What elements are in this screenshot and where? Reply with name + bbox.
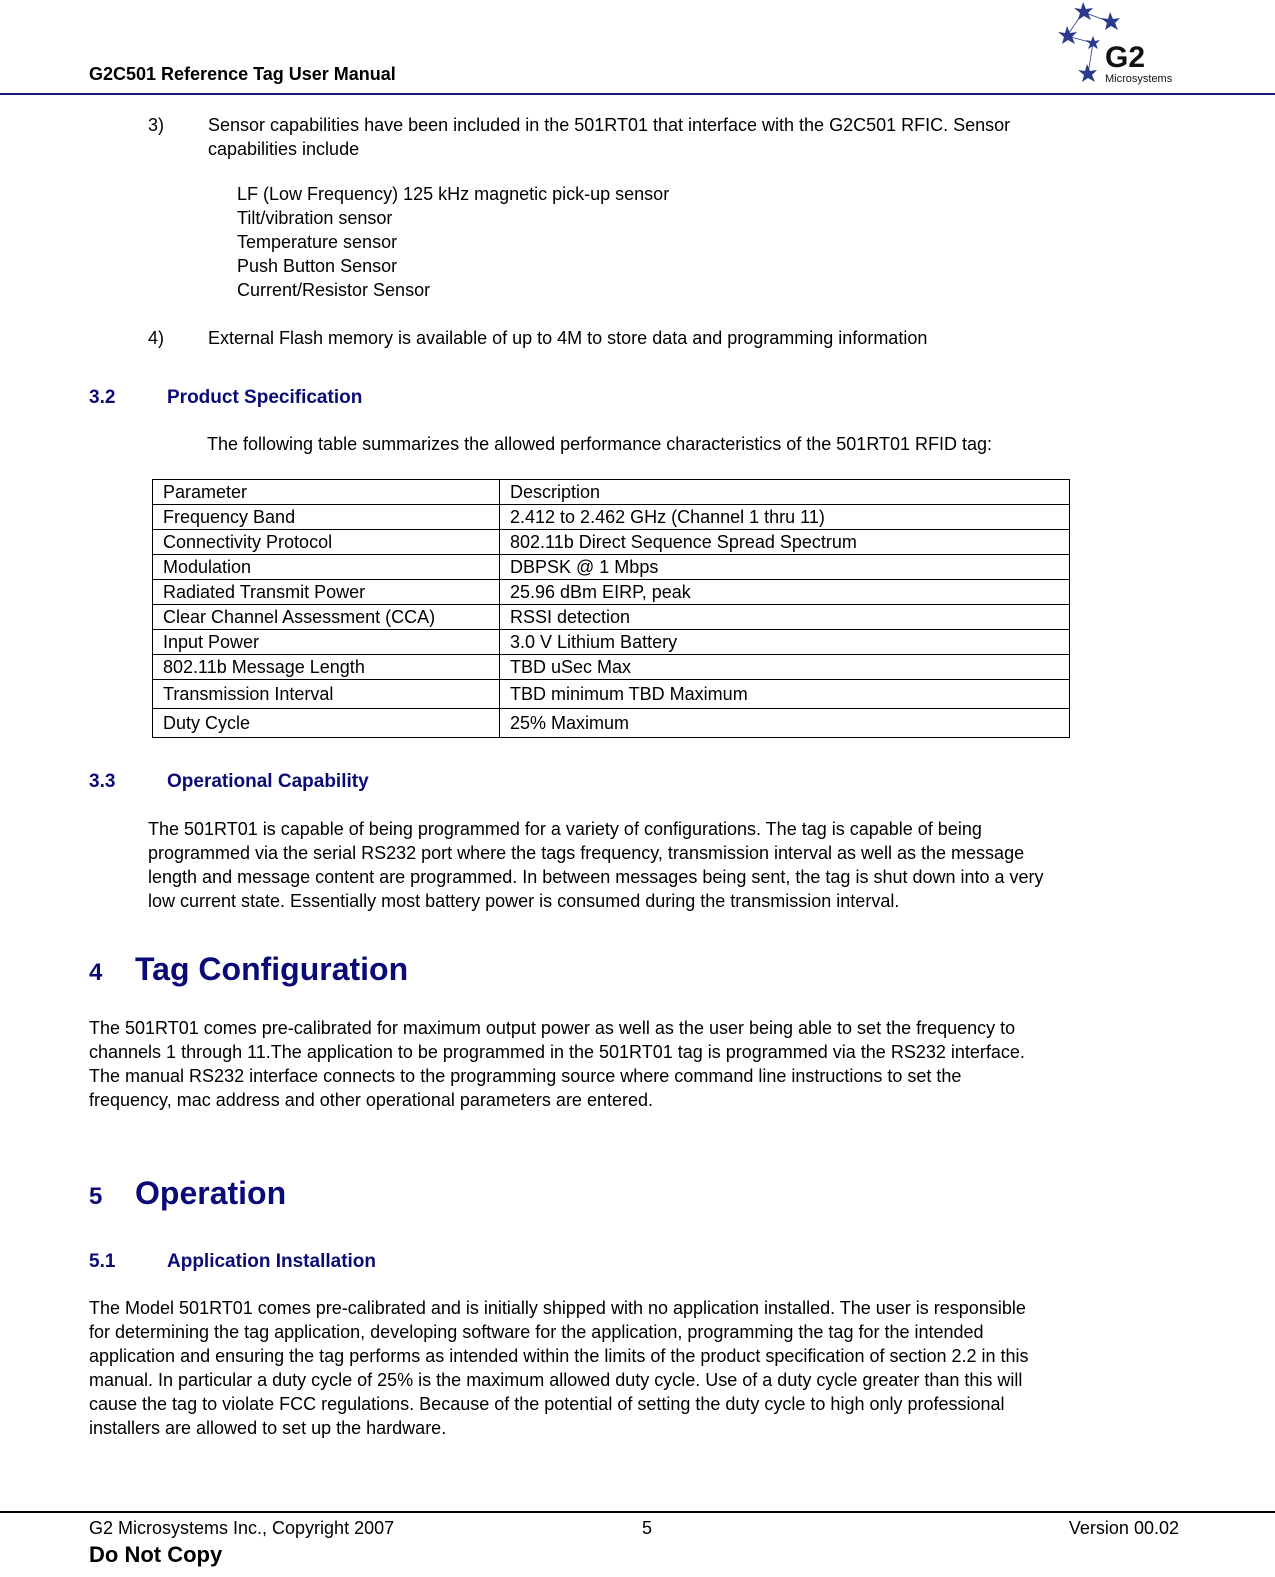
paragraph-line: The 501RT01 is capable of being programmed for a variety of configurations. The tag is capable of being: [148, 819, 982, 839]
table-row: [153, 680, 1070, 709]
list-item: Tilt/vibration sensor: [237, 208, 393, 228]
table-cell: 2.412 to 2.462 GHz (Channel 1 thru 11): [500, 505, 1070, 530]
table-cell: 802.11b Message Length: [153, 655, 500, 680]
footer-rule: [0, 1511, 1275, 1513]
chapter-number: 4: [89, 959, 103, 986]
list-item: Temperature sensor: [237, 232, 398, 252]
table-row: [153, 709, 1070, 738]
table-row: [153, 605, 1070, 630]
table-cell: Parameter: [153, 480, 500, 505]
paragraph-line: The Model 501RT01 comes pre-calibrated and is initially shipped with no application installed. The user is responsible: [89, 1298, 1026, 1318]
list-number: 3): [148, 115, 165, 135]
table-cell: 25.96 dBm EIRP, peak: [500, 580, 1070, 605]
paragraph-line: application and ensuring the tag performs as intended within the limits of the product specification of section 2.2 in this: [89, 1346, 1029, 1366]
paragraph: [89, 1016, 1025, 1112]
section-title: Product Specification: [167, 387, 363, 408]
table-cell: 25% Maximum: [500, 709, 1070, 738]
table-cell: Modulation: [153, 555, 500, 580]
footer-copyright: G2 Microsystems Inc., Copyright 2007: [89, 1518, 395, 1538]
paragraph-line: The 501RT01 comes pre-calibrated for maximum output power as well as the user being able to set the frequency to: [89, 1018, 1016, 1038]
table-cell: Duty Cycle: [153, 709, 500, 738]
paragraph-line: cause the tag to violate FCC regulations. Because of the potential of setting the duty cycle to high only professional: [89, 1394, 1005, 1414]
section-number: 3.2: [89, 387, 116, 408]
paragraph-line: manual. In particular a duty cycle of 25% is the maximum allowed duty cycle. Use of a duty cycle greater than this will: [89, 1370, 1023, 1390]
svg-text:G2: G2: [1105, 41, 1146, 74]
document-title: G2C501 Reference Tag User Manual: [89, 64, 396, 84]
chapter-heading: [89, 1175, 286, 1212]
table-row: [153, 480, 1070, 505]
paragraph-line: The manual RS232 interface connects to the programming source where command line instructions to set the: [89, 1066, 962, 1086]
section-number: 3.3: [89, 771, 116, 792]
header-rule: [0, 93, 1275, 95]
table-cell: Radiated Transmit Power: [153, 580, 500, 605]
copy-notice: Do Not Copy: [89, 1542, 223, 1567]
table-cell: Input Power: [153, 630, 500, 655]
table-cell: Frequency Band: [153, 505, 500, 530]
paragraph-line: Sensor capabilities have been included in the 501RT01 that interface with the G2C501 RFIC. Sensor: [208, 115, 1011, 135]
paragraph: [148, 817, 1044, 913]
section-heading: [89, 387, 362, 409]
paragraph-line: length and message content are programmed. In between messages being sent, the tag is shut down into a very: [148, 867, 1044, 887]
table-cell: TBD minimum TBD Maximum: [500, 680, 1070, 709]
sensor-list: [237, 182, 669, 302]
table-row: [153, 505, 1070, 530]
chapter-title: Operation: [135, 1175, 287, 1211]
list-number: 4): [148, 328, 165, 348]
page-number: 5: [642, 1518, 653, 1538]
section-title: Application Installation: [167, 1251, 377, 1272]
section-heading: [89, 1251, 376, 1273]
list-item: Push Button Sensor: [237, 256, 398, 276]
table-row: [153, 555, 1070, 580]
section-heading: [89, 771, 369, 793]
star-cluster-icon: [1055, 0, 1185, 90]
paragraph-line: low current state. Essentially most battery power is consumed during the transmission interval.: [148, 891, 900, 911]
table-cell: 802.11b Direct Sequence Spread Spectrum: [500, 530, 1070, 555]
table-row: [153, 630, 1070, 655]
chapter-heading: [89, 951, 408, 988]
table-cell: Clear Channel Assessment (CCA): [153, 605, 500, 630]
table-cell: Transmission Interval: [153, 680, 500, 709]
table-cell: Connectivity Protocol: [153, 530, 500, 555]
table-row: [153, 655, 1070, 680]
paragraph-line: frequency, mac address and other operational parameters are entered.: [89, 1090, 653, 1110]
chapter-number: 5: [89, 1183, 103, 1210]
company-logo: [1055, 0, 1185, 90]
svg-text:Microsystems: Microsystems: [1105, 73, 1173, 85]
chapter-title: Tag Configuration: [135, 951, 409, 987]
paragraph-line: installers are allowed to set up the hardware.: [89, 1418, 447, 1438]
list-item: Current/Resistor Sensor: [237, 280, 431, 300]
table-cell: DBPSK @ 1 Mbps: [500, 555, 1070, 580]
paragraph: [89, 1296, 1029, 1440]
table-cell: TBD uSec Max: [500, 655, 1070, 680]
paragraph-line: programmed via the serial RS232 port where the tags frequency, transmission interval as well as the message: [148, 843, 1025, 863]
paragraph-line: External Flash memory is available of up to 4M to store data and programming information: [208, 328, 928, 348]
footer-version: Version 00.02: [1068, 1518, 1179, 1538]
spec-table: [152, 479, 1070, 738]
table-row: [153, 580, 1070, 605]
section-number: 5.1: [89, 1251, 116, 1272]
list-item: LF (Low Frequency) 125 kHz magnetic pick-up sensor: [237, 184, 670, 204]
table-cell: 3.0 V Lithium Battery: [500, 630, 1070, 655]
paragraph-line: capabilities include: [208, 139, 360, 159]
table-row: [153, 530, 1070, 555]
table-cell: Description: [500, 480, 1070, 505]
table-cell: RSSI detection: [500, 605, 1070, 630]
paragraph-line: channels 1 through 11.The application to be programmed in the 501RT01 tag is programmed via the RS232 interface.: [89, 1042, 1025, 1062]
paragraph-line: The following table summarizes the allowed performance characteristics of the 501RT01 RFID tag:: [207, 434, 993, 454]
paragraph-line: for determining the tag application, developing software for the application, programming the tag for the intended: [89, 1322, 984, 1342]
section-title: Operational Capability: [167, 771, 369, 792]
